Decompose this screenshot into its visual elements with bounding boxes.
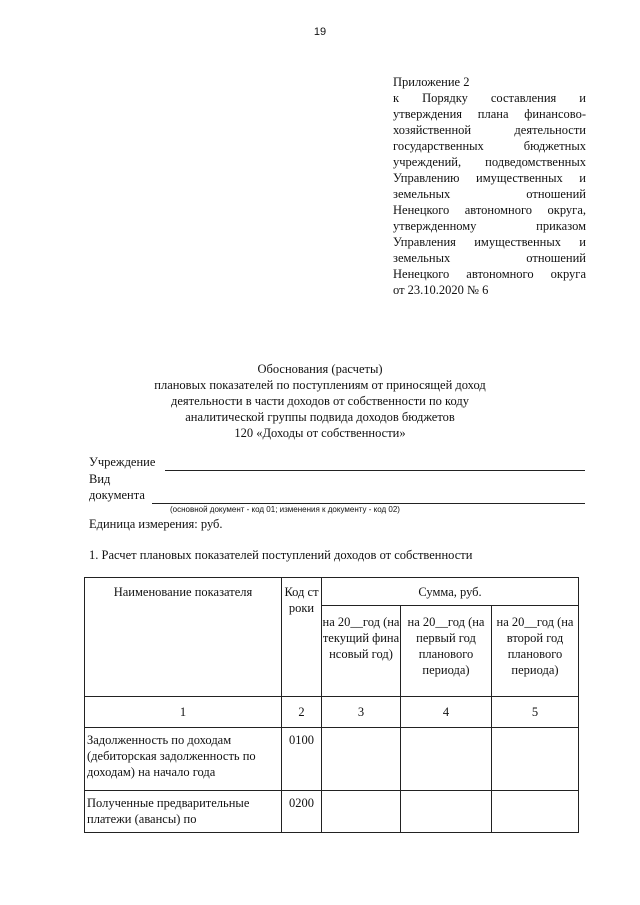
table-row xyxy=(85,728,579,791)
appendix-line: учреждений, подведомственных xyxy=(393,155,586,169)
unit-label: Единица измерения: руб. xyxy=(89,517,223,531)
value-cell[interactable] xyxy=(401,728,492,791)
table-row xyxy=(85,791,579,833)
appendix-line: Приложение 2 xyxy=(393,75,470,89)
value-cell[interactable] xyxy=(492,791,579,833)
header-name: Наименование показателя xyxy=(85,578,282,697)
title-line: 120 «Доходы от собственности» xyxy=(234,426,406,440)
document-label: документа xyxy=(89,488,145,502)
value-cell[interactable] xyxy=(322,728,401,791)
institution-label: Учреждение xyxy=(89,455,156,469)
appendix-line: утверждения плана финансово- xyxy=(393,107,586,121)
appendix-line: Ненецкого автономного округа, xyxy=(393,203,586,217)
page-number: 19 xyxy=(313,26,327,38)
appendix-line: государственных бюджетных xyxy=(393,139,586,153)
col-number: 5 xyxy=(492,697,579,728)
header-col-first-plan-year: на 20__год (на первый год планового периода) xyxy=(401,606,492,697)
appendix-line: от 23.10.2020 № 6 xyxy=(393,283,489,297)
row-code: 0100 xyxy=(282,728,322,791)
header-col-second-plan-year: на 20__год (на второй год планового периода) xyxy=(492,606,579,697)
income-calculation-table xyxy=(84,577,579,833)
document-title xyxy=(0,361,640,441)
appendix-line: утвержденному приказом xyxy=(393,219,586,233)
title-line: деятельности в части доходов от собственности по коду xyxy=(171,394,469,408)
section-title: 1. Расчет плановых показателей поступлений доходов от собственности xyxy=(89,548,473,562)
institution-field[interactable] xyxy=(165,470,585,471)
col-number: 3 xyxy=(322,697,401,728)
header-sum: Сумма, руб. xyxy=(322,578,579,606)
value-cell[interactable] xyxy=(322,791,401,833)
column-numbers-row xyxy=(85,697,579,728)
row-name: Полученные предварительные платежи (авансы) по xyxy=(85,791,282,833)
title-line: плановых показателей по поступлениям от приносящей доход xyxy=(154,378,486,392)
value-cell[interactable] xyxy=(401,791,492,833)
col-number: 1 xyxy=(85,697,282,728)
title-line: аналитической группы подвида доходов бюджетов xyxy=(185,410,455,424)
header-col-current-year: на 20__год (на текущий финансовый год) xyxy=(322,606,401,697)
appendix-header xyxy=(393,74,586,298)
appendix-line: Управлению имущественных и xyxy=(393,171,586,185)
row-name: Задолженность по доходам (дебиторская задолженность по доходам) на начало года xyxy=(85,728,282,791)
appendix-line: к Порядку составления и xyxy=(393,91,586,105)
title-line: Обоснования (расчеты) xyxy=(257,362,383,376)
value-cell[interactable] xyxy=(492,728,579,791)
appendix-line: земельных отношений xyxy=(393,187,586,201)
row-code: 0200 xyxy=(282,791,322,833)
header-code: Код строки xyxy=(282,578,322,697)
appendix-line: хозяйственной деятельности xyxy=(393,123,586,137)
document-note: (основной документ - код 01; изменения к документу - код 02) xyxy=(170,505,400,514)
kind-label: Вид xyxy=(89,472,111,486)
document-type-field[interactable] xyxy=(152,503,585,504)
col-number: 2 xyxy=(282,697,322,728)
appendix-line: земельных отношений xyxy=(393,251,586,265)
appendix-line: Ненецкого автономного округа xyxy=(393,267,586,281)
appendix-line: Управления имущественных и xyxy=(393,235,586,249)
col-number: 4 xyxy=(401,697,492,728)
